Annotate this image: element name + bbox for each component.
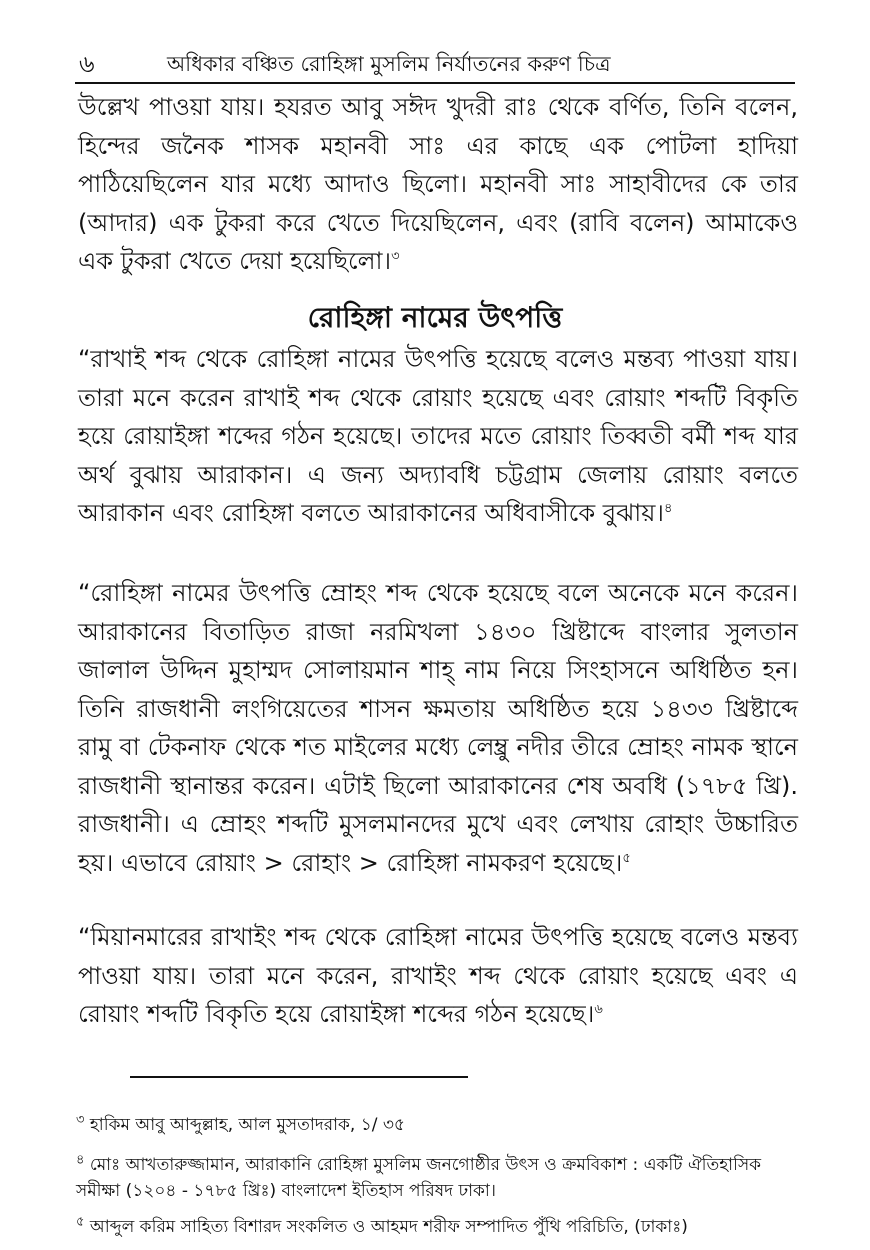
footnote-text: হাকিম আবু আব্দুল্লাহ, আল মুসতাদরাক, ১/ ৩৫	[89, 1115, 405, 1135]
footnote-ref-5: ৫	[622, 850, 631, 866]
footnote-ref-3: ৩	[391, 249, 400, 264]
paragraph-3	[78, 574, 798, 882]
footnote-5	[76, 1214, 806, 1240]
paragraph-2-text: “রাখাই শব্দ থেকে রোহিঙ্গা নামের উৎপত্তি হয়েছে বলেও মন্তব্য পাওয়া যায়। তারা মনে করেন রাখাই শব্দ থেকে রোয়াং হয়েছে এবং রোয়াং শব্দটি বিকৃতি হয়ে রোয়াইঙ্গা শব্দের গঠন হয়েছে। তাদের মতে রোয়াং তিব্বতী বর্মী শব্দ যার অর্থ বুঝায় আরাকান। এ জন্য অদ্যাবধি চট্টগ্রাম জেলায় রোয়াং বলতে আরাকান এবং রোহিঙ্গা বলতে আরাকানের অধিবাসীকে বুঝায়।	[78, 345, 798, 527]
section-title: রোহিঙ্গা নামের উৎপত্তি	[307, 301, 563, 334]
footnote-ref-4: ৪	[663, 501, 673, 516]
paragraph-4-text: “মিয়ানমারের রাখাইং শব্দ থেকে রোহিঙ্গা নামের উৎপত্তি হয়েছে বলেও মন্তব্য পাওয়া যায়। তারা মনে করেন, রাখাইং শব্দ থেকে রোয়াং হয়েছে এবং এ রোয়াং শব্দটি বিকৃতি হয়ে রোয়াইঙ্গা শব্দের গঠন হয়েছে।	[78, 923, 798, 1028]
footnote-text: মোঃ আখতারুজ্জামান, আরাকানি রোহিঙ্গা মুসলিম জনগোষ্ঠীর উৎস ও ক্রমবিকাশ : একটি ঐতিহাসিক সমীক্ষা (১২০৪ - ১৭৮৫ খ্রিঃ) বাংলাদেশ ইতিহাস পরিষদ ঢাকা।	[76, 1155, 762, 1201]
paragraph-1-text: উল্লেখ পাওয়া যায়। হযরত আবু সঈদ খুদরী রাঃ থেকে বর্ণিত, তিনি বলেন, হিন্দের জনৈক শাসক মহানবী সাঃ এর কাছে এক পোটলা হাদিয়া পাঠিয়েছিলেন যার মধ্যে আদাও ছিলো। মহানবী সাঃ সাহাবীদের কে তার (আদার) এক টুকরা করে খেতে দিয়েছিলেন, এবং (রাবি বলেন) আমাকেও এক টুকরা খেতে দেয়া হয়েছিলো।	[78, 93, 798, 275]
footnote-divider	[130, 1076, 468, 1078]
paragraph-4	[78, 918, 798, 1034]
footnote-mark: ৪	[76, 1152, 85, 1168]
page-header	[75, 42, 795, 84]
running-title: অধিকার বঞ্চিত রোহিঙ্গা মুসলিম নির্যাতনের করুণ চিত্র	[167, 52, 611, 76]
footnote-text: আব্দুল করিম সাহিত্য বিশারদ সংকলিত ও আহমদ শরীফ সম্পাদিত পুঁথি পরিচিতি, (ঢাকাঃ)	[89, 1217, 688, 1237]
paragraph-2	[78, 340, 798, 533]
page-number: ৬	[79, 50, 95, 78]
paragraph-1	[78, 88, 798, 281]
footnote-mark: ৩	[76, 1112, 85, 1128]
footnote-mark: ৫	[76, 1214, 85, 1230]
paragraph-3-text: “রোহিঙ্গা নামের উৎপত্তি ম্রোহং শব্দ থেকে হয়েছে বলে অনেকে মনে করেন। আরাকানের বিতাড়িত রাজা নরমিখলা ১৪৩০ খ্রিষ্টাব্দে বাংলার সুলতান জালাল উদ্দিন মুহাম্মদ সোলায়মান শাহ্ নাম নিয়ে সিংহাসনে অধিষ্ঠিত হন। তিনি রাজধানী লংগিয়েতের শাসন ক্ষমতায় অধিষ্ঠিত হয়ে ১৪৩৩ খ্রিষ্টাব্দে রামু বা টেকনাফ থেকে শত মাইলের মধ্যে লেম্ব্রু নদীর তীরে ম্রোহং নামক স্থানে রাজধানী স্থানান্তর করেন। এটাই ছিলো আরাকানের শেষ অবধি (১৭৮৫ খ্রি). রাজধানী। এ ম্রোহং শব্দটি মুসলমানদের মুখে এবং লেখায় রোহাং উচ্চারিত হয়। এভাবে রোয়াং > রোহাং > রোহিঙ্গা নামকরণ হয়েছে।	[78, 579, 798, 877]
footnote-4	[76, 1152, 806, 1204]
footnote-3	[76, 1112, 806, 1138]
footnote-ref-6: ৬	[594, 1002, 603, 1017]
